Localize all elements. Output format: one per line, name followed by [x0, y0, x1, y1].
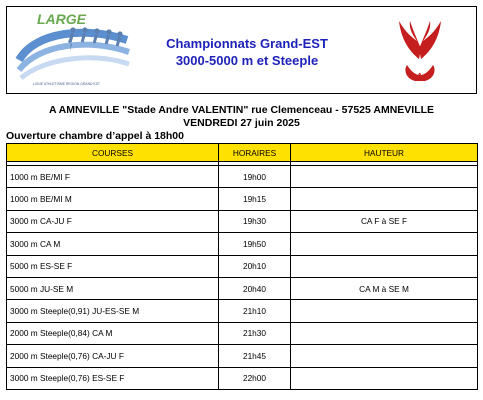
header-courses: COURSES — [7, 144, 219, 162]
hauteur-cell — [291, 166, 478, 188]
table-row — [7, 345, 478, 367]
logo-wordmark: LARGE — [37, 11, 86, 27]
club-logo-letters: C A — [409, 72, 423, 81]
hauteur-cell — [291, 345, 478, 367]
table-row — [7, 367, 478, 389]
venue-info — [0, 104, 483, 130]
course-cell: 5000 m JU-SE M — [7, 277, 219, 299]
table-row — [7, 188, 478, 210]
time-cell: 22h00 — [219, 367, 291, 389]
logo-subtext: LIGUE ATHLETISME REGION GRAND EST — [33, 82, 101, 86]
track-icon — [19, 33, 129, 78]
time-cell: 19h00 — [219, 166, 291, 188]
table-row — [7, 166, 478, 188]
table-row — [7, 255, 478, 277]
header-hauteur: HAUTEUR — [291, 144, 478, 162]
time-cell: 21h45 — [219, 345, 291, 367]
title-line-2: 3000-5000 m et Steeple — [175, 53, 319, 68]
page-title — [142, 35, 352, 69]
hauteur-cell — [291, 300, 478, 322]
hauteur-cell: CA F à SE F — [291, 210, 478, 232]
hauteur-cell — [291, 233, 478, 255]
hauteur-cell — [291, 367, 478, 389]
table-row — [7, 300, 478, 322]
course-cell: 3000 m CA M — [7, 233, 219, 255]
course-cell: 2000 m Steeple(0,84) CA M — [7, 322, 219, 344]
time-cell: 20h10 — [219, 255, 291, 277]
schedule-table — [6, 143, 478, 390]
time-cell: 19h30 — [219, 210, 291, 232]
large-league-logo — [15, 10, 133, 92]
title-line-1: Championnats Grand-EST — [166, 36, 328, 51]
course-cell: 3000 m Steeple(0,76) ES-SE F — [7, 367, 219, 389]
header-horaires: HORAIRES — [219, 144, 291, 162]
course-cell: 3000 m CA-JU F — [7, 210, 219, 232]
hauteur-cell: CA M à SE M — [291, 277, 478, 299]
course-cell: 1000 m BE/MI M — [7, 188, 219, 210]
table-row — [7, 322, 478, 344]
call-room-note: Ouverture chambre d’appel à 18h00 — [6, 130, 184, 142]
course-cell: 1000 m BE/MI F — [7, 166, 219, 188]
time-cell: 21h10 — [219, 300, 291, 322]
table-header-row — [7, 144, 478, 162]
header-box — [6, 6, 477, 94]
time-cell: 20h40 — [219, 277, 291, 299]
table-row — [7, 233, 478, 255]
club-logo — [395, 19, 445, 85]
time-cell: 19h15 — [219, 188, 291, 210]
course-cell: 5000 m ES-SE F — [7, 255, 219, 277]
table-row — [7, 277, 478, 299]
hauteur-cell — [291, 255, 478, 277]
hauteur-cell — [291, 188, 478, 210]
time-cell: 21h30 — [219, 322, 291, 344]
venue-address: A AMNEVILLE "Stade Andre VALENTIN" rue Clemenceau - 57525 AMNEVILLE — [48, 104, 435, 116]
hauteur-cell — [291, 322, 478, 344]
course-cell: 3000 m Steeple(0,91) JU-ES-SE M — [7, 300, 219, 322]
event-date: VENDREDI 27 juin 2025 — [183, 117, 300, 129]
time-cell: 19h50 — [219, 233, 291, 255]
course-cell: 2000 m Steeple(0,76) CA-JU F — [7, 345, 219, 367]
table-row — [7, 210, 478, 232]
